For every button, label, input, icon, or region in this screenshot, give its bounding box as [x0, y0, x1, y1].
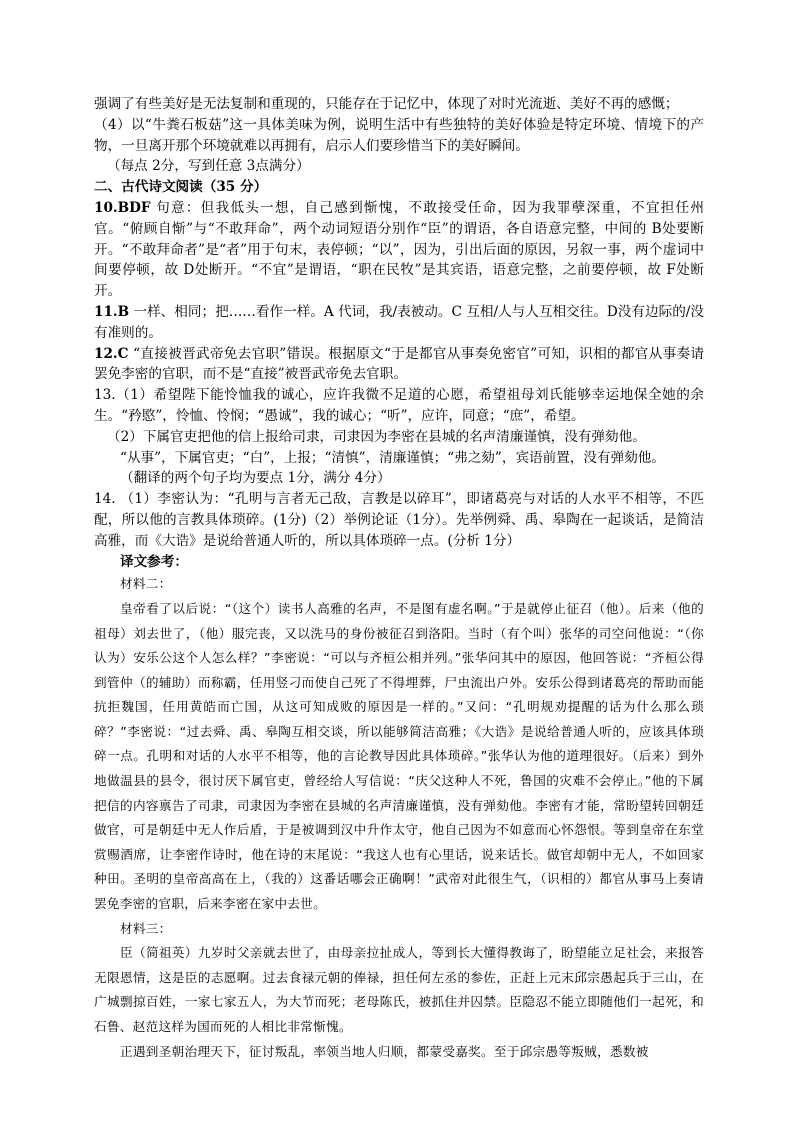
material-3-label: 材料三： [120, 920, 172, 936]
question-11-number: 11.B [94, 303, 130, 320]
answer-scoring-note: （每点 2分，写到任意 3点满分） [107, 158, 310, 175]
translation-heading: 译文参考： [120, 553, 188, 570]
question-10 [94, 198, 704, 302]
question-12-text: “直接被晋武帝免去官职”错误。根据原文“于是都官从事奏免密官”可知，识相的都官从事奏请罢免李密的官职，而不是“直接”被晋武帝免去官职。 [94, 345, 704, 383]
question-10-text: 句意：但我低头一想，自己感到惭愧，不敢接受任命，因为我罪孽深重，不宜担任州官。“俯顾自惭”与“不敢拜命”，两个动词短语分别作“臣”的谓语，各自语意完整，中间的 B处要断开。“不敢拜命者”是“者”用于句末，表停顿；“以”，因为，引出后面的原因，另叙一事，两个虚词中间要停顿，故 D处断开。“不宜”是谓语，“职在民牧”是其宾语，语意完整，之前要停顿，故 F处断开。 [94, 199, 704, 300]
question-13-scoring: （翻译的两个句子均为要点 1分，满分 4分） [120, 470, 391, 487]
question-13-part-2: （2）下属官吏把他的信上报给司隶，司隶因为李密在县城的名声清廉谨慎，没有弹劾他。 [107, 428, 646, 445]
answer-line-1: 强调了有些美好是无法复制和重现的，只能存在于记忆中，体现了对时光流逝、美好不再的感慨； [94, 96, 679, 112]
material-2-text: 皇帝看了以后说：“（这个）读书人高雅的名声，不是图有虚名啊。”于是就停止征召（他）。后来（他的祖母）刘去世了，（他）服完丧，又以洗马的身份被征召到洛阳。当时（有个叫）张华的司空问他说：“（你认为）安乐公这个人怎么样？”李密说：“可以与齐桓公相并列。”张华问其中的原因，他回答说：“齐桓公得到管仲（的辅助）而称霸，任用竖刁而使自己死了不得埋葬，尸虫流出户外。安乐公得到诸葛亮的帮助而能抗拒魏国，任用黄皓而亡国，从这可知成败的原因是一样的。”又问：“孔明规劝提醒的话为什么那么琐碎？”李密说：“过去舜、禹、皋陶互相交谈，所以能够简洁高雅；《大诰》是说给普通人听的，应该具体琐碎一点。孔明和对话的人水平不相等，他的言论教导因此具体琐碎。”张华认为他的道理很好。（后来）到外地做温县的县令，很讨厌下属官吏，曾经给人写信说：“庆父这种人不死，鲁国的灾难不会停止。”他的下属把信的内容禀告了司隶，司隶因为李密在县城的名声清廉谨慎，没有弹劾他。李密有才能，常盼望转回朝廷做官，可是朝廷中无人作后盾，于是被调到汉中升作太守，他自己因为不如意而心怀怨恨。等到皇帝在东堂赏赐酒席，让李密作诗时，他在诗的末尾说：“我这人也有心里话，说来话长。做官却朝中无人，不如回家种田。圣明的皇帝高高在上，（我的）这番话哪会正确啊！”武帝对此很生气，（识相的）都官从事马上奏请罢免李密的官职，后来李密在家中去世。 [94, 600, 704, 912]
question-11 [94, 302, 704, 344]
question-13-part-1: 13.（1）希望陛下能怜恤我的诚心，应许我微不足道的心愿，希望祖母刘氏能够幸运地保全她的余生。“矜愍”，怜恤、怜悯；“愚诚”，我的诚心；“听”，应许，同意；“庶”，希望。 [94, 387, 704, 424]
question-12-number: 12.C [94, 345, 129, 362]
answer-line-2: （4）以“牛粪石板菇”这一具体美味为例，说明生活中有些独特的美好体验是特定环境、情境下的产物，一旦离开那个环境就难以再拥有，启示人们要珍惜当下的美好瞬间。 [94, 116, 704, 154]
answer-block [94, 94, 704, 177]
question-11-text: 一样、相同；把……看作一样。A 代词，我/表被动。C 互相/人与人互相交往。D没有边际的/没有准则的。 [94, 303, 704, 341]
question-12 [94, 344, 704, 386]
document-page [94, 94, 704, 1064]
material-3-paragraph-1: 臣（简祖英）九岁时父亲就去世了，由母亲拉扯成人，等到长大懂得教诲了，盼望能立足社会，来报答无限恩情，这是臣的志愿啊。过去食禄元朝的俸禄，担任何左丞的参佐，正赶上元末邱宗愚起兵于三山，在广城剽掠百姓，一家七家五人，为大节而死；老母陈氏，被抓住并囚禁。臣隐忍不能立即随他们一起死，和石鲁、赵范这样为国而死的人相比非常惭愧。 [94, 945, 704, 1035]
question-10-number: 10.BDF [94, 199, 151, 216]
question-14: 14. （1）李密认为：“孔明与言者无己敌，言教是以碎耳”，即诸葛亮与对话的人水平不相等，不匹配，所以他的言教具体琐碎。(1分)（2）举例论证（1分）。先举例舜、禹、皋陶在一起谈话，是简洁高雅，而《大诰》是说给普通人听的，所以具体琐碎一点。(分析 1分） [94, 491, 704, 549]
material-3-paragraph-2: 正遇到圣朝治理天下，征讨叛乱，率领当地人归顺，都蒙受嘉奖。至于邱宗愚等叛贼，悉数被 [120, 1043, 649, 1059]
section-heading: 二、古代诗文阅读（35 分） [94, 179, 268, 196]
material-2-label: 材料二： [120, 576, 172, 592]
question-13-note: “从事”，下属官吏；“白”，上报；“清慎”，清廉谨慎；“弗之劾”，宾语前置，没有弹劾他。 [120, 449, 665, 466]
